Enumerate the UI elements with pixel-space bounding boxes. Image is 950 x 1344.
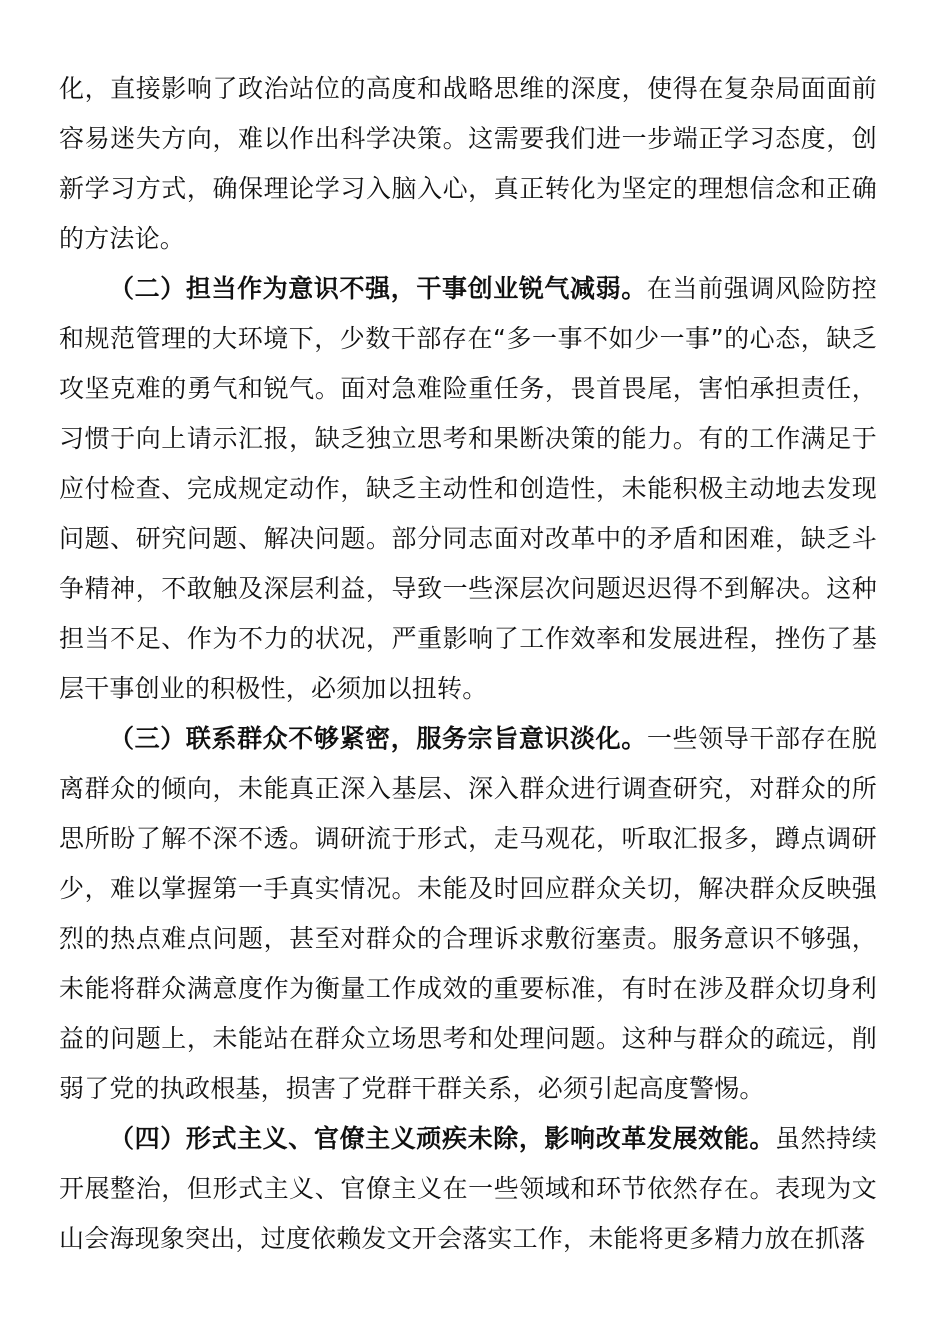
section-3-paragraph [59,714,877,1114]
paragraph-continuation: 化，直接影响了政治站位的高度和战略思维的深度，使得在复杂局面面前容易迷失方向，难以作出科学决策。这需要我们进一步端正学习态度，创新学习方式，确保理论学习入脑入心，真正转化为坚定的理想信念和正确的方法论。 [59,74,877,253]
section-2-paragraph [59,264,877,714]
section-2-heading: （二）担当作为意识不强，干事创业锐气减弱。 [109,274,647,303]
section-2-body: 在当前强调风险防控和规范管理的大环境下，少数干部存在“多一事不如少一事”的心态，缺乏攻坚克难的勇气和锐气。面对急难险重任务，畏首畏尾，害怕承担责任，习惯于向上请示汇报，缺乏独立思考和果断决策的能力。有的工作满足于应付检查、完成规定动作，缺乏主动性和创造性，未能积极主动地去发现问题、研究问题、解决问题。部分同志面对改革中的矛盾和困难，缺乏斗争精神，不敢触及深层利益，导致一些深层次问题迟迟得不到解决。这种担当不足、作为不力的状况，严重影响了工作效率和发展进程，挫伤了基层干事创业的积极性，必须加以扭转。 [59,274,877,703]
section-3-heading: （三）联系群众不够紧密，服务宗旨意识淡化。 [109,724,647,753]
section-3-body: 一些领导干部存在脱离群众的倾向，未能真正深入基层、深入群众进行调查研究，对群众的所思所盼了解不深不透。调研流于形式，走马观花，听取汇报多，蹲点调研少，难以掌握第一手真实情况。未能及时回应群众关切，解决群众反映强烈的热点难点问题，甚至对群众的合理诉求敷衍塞责。服务意识不够强，未能将群众满意度作为衡量工作成效的重要标准，有时在涉及群众切身利益的问题上，未能站在群众立场思考和处理问题。这种与群众的疏远，削弱了党的执政根基，损害了党群干群关系，必须引起高度警惕。 [59,724,877,1103]
section-4-heading: （四）形式主义、官僚主义顽疾未除，影响改革发展效能。 [109,1124,775,1153]
section-4-paragraph [59,1114,877,1264]
section-4-body: 虽然持续开展整治，但形式主义、官僚主义在一些领域和环节依然存在。表现为文山会海现象突出，过度依赖发文开会落实工作，未能将更多精力放在抓落 [59,1124,877,1253]
document-page [59,64,877,1264]
